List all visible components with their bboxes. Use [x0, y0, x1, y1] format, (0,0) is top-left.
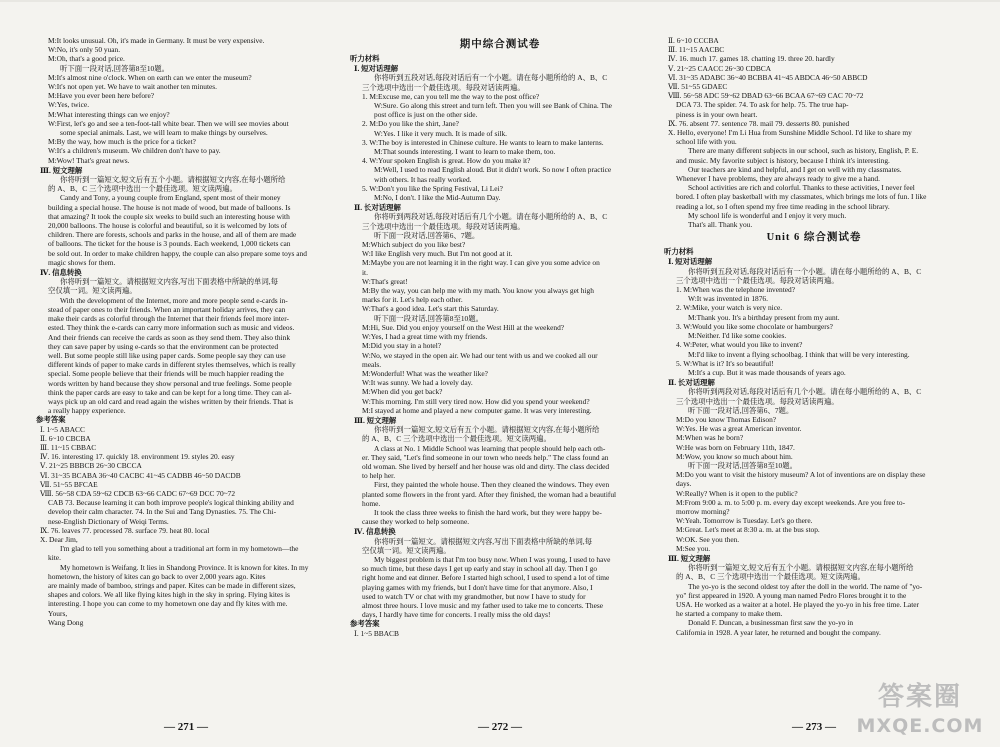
paragraph-line: M:Well, I used to read English aloud. But it didn't work. So now I often practice [374, 165, 612, 175]
paragraph-line: post office is just on the other side. [374, 110, 478, 120]
text-line: 的 A、B、C 三个选项中选出一个最佳选项。短文读两遍。 [676, 572, 865, 582]
text-line: 空仅填一词。短文读两遍。 [362, 545, 451, 555]
answer-line: Ⅱ. 6~10 CBCBA [40, 433, 91, 443]
text-line: planted some flowers in the front yard. After they finished, the woman had a beautiful [362, 489, 617, 499]
paragraph-line: with others. It has really worked. [374, 174, 472, 184]
text-line: they can save paper by using e-cards so that the environment can be protected [48, 341, 279, 351]
top-edge [0, 0, 1000, 2]
answer-line: Ⅶ. 51~55 BFCAE [40, 479, 98, 489]
text-line: Wang Dong [48, 617, 84, 627]
text-line: 4. W:Peter, what would you like to invent? [676, 340, 803, 350]
text-line: M:Which subject do you like best? [362, 240, 466, 250]
text-line: Whenever I have problems, they are always ready to give me a hand. [676, 174, 880, 184]
text-line: shapes and colors. We all like flying kites high in the sky in spring. Flying kites is [48, 590, 290, 600]
text-line: of balloons. The ticket for the house is 3 pounds. Each weekend, 1,000 tickets can [48, 239, 291, 249]
answer-line: Ⅷ. 56~58 CDA 59~62 CDCB 63~66 CADC 67~69 DCC 70~72 [40, 488, 236, 498]
text-line: a really happy experience. [48, 406, 126, 416]
paragraph-line: Donald F. Duncan, a businessman first saw the yo-yo in [688, 618, 854, 628]
answers-heading: 参考答案 [36, 415, 66, 425]
text-line: stead of paper ones to their friends. When an important holiday arrives, they can [48, 304, 286, 314]
text-line: M:Wonderful! What was the weather like? [362, 368, 488, 378]
answer-line: Ⅳ. 16. interesting 17. quickly 18. environment 19. styles 20. easy [40, 452, 235, 462]
section-heading: Ⅳ. 信息转换 [40, 268, 82, 278]
text-line: W:Yes, twice. [48, 100, 90, 110]
section-heading: Ⅳ. 信息转换 [354, 527, 396, 537]
text-line: M:By the way, you can help me with my math. You know you always get high [362, 286, 594, 296]
answer-line: Ⅵ. 31~35 BCABA 36~40 CACBC 41~45 CADBB 46~50 DACDB [40, 470, 241, 480]
text-line: M:See you. [676, 543, 711, 553]
answers-heading: 参考答案 [350, 619, 380, 629]
text-line: interesting. I hope you can come to my hometown one day and fly kites with me. [48, 599, 288, 609]
text-line: M:Maybe you are not learning it in the right way. I can give you some advice on [362, 258, 600, 268]
answer-line: Ⅵ. 31~35 ADABC 36~40 BCBBA 41~45 ABDCA 46~50 ABBCD [668, 72, 868, 82]
text-line: W:Really? When is it open to the public? [676, 488, 798, 498]
paragraph-line: My school life is wonderful and I enjoy it very much. [688, 210, 847, 220]
text-line: that amazing? It took the couple six weeks to build such an interesting house with [48, 211, 290, 221]
paragraph-line: 你将听到五段对话,每段对话后有一个小题。请在每小题所给的 A、B、C [688, 266, 922, 276]
text-line: W:Yeah. Tomorrow is Tuesday. Let's go there. [676, 516, 813, 526]
test-title: Unit 6 综合测试卷 [766, 232, 862, 244]
paragraph-line: W:Yes. I like it very much. It is made of silk. [374, 128, 508, 138]
text-line: school life with you. [676, 137, 737, 147]
text-line: W:He was born on February 11th, 1847. [676, 442, 795, 452]
section-heading: Ⅰ. 短对话理解 [668, 257, 713, 267]
paragraph-line: 听下面一段对话,回答第8至10题。 [688, 460, 798, 470]
text-line: M:By the way, how much is the price for a ticket? [48, 137, 196, 147]
text-line: right home and eat dinner. Before I started high school, I used to spend a lot of time [362, 573, 610, 583]
text-line: building a special house. The house is not made of wood, but made of balloons. Is [48, 202, 291, 212]
answer-line: Ⅶ. 51~55 GDAEC [668, 82, 728, 92]
answer-line: X. Dear Jim, [40, 534, 78, 544]
text-line: W:That's a good idea. Let's start this Saturday. [362, 304, 499, 314]
section-heading: Ⅰ. 短对话理解 [354, 64, 399, 74]
answer-line: Ⅸ. 76. absent 77. sentence 78. mail 79. desserts 80. punished [668, 118, 850, 128]
section-heading: Ⅱ. 长对话理解 [354, 203, 401, 213]
text-line: home. [362, 498, 381, 508]
text-line: words written by hand because they show personal and true feelings. Some people [48, 378, 292, 388]
text-line: piness is in your own heart. [676, 109, 758, 119]
answer-line: Ⅲ. 11~15 CBBAC [40, 442, 97, 452]
text-line: kite. [48, 553, 61, 563]
text-line: hometown, the history of kites can go back to over 2,000 years ago. Kites [48, 571, 266, 581]
text-line: 的 A、B、C 三个选项中选出一个最佳选项。短文读两遍。 [48, 184, 237, 194]
text-line: 4. W:Your spoken English is great. How do you make it? [362, 156, 531, 166]
text-line: 2. M:Do you like the shirt, Jane? [362, 119, 459, 129]
page-number-273: — 273 — [792, 721, 836, 733]
paragraph-line: 你将听到两段对话,每段对话后有几个小题。请在每小题所给的 A、B、C [688, 387, 922, 397]
text-line: days, I hardly have time for concerts. I really miss the old days! [362, 610, 551, 620]
text-line: morrow morning? [676, 506, 730, 516]
text-line: 三个选项中选出一个最佳选项。每段对话读两遍。 [362, 221, 525, 231]
paragraph-line: My hometown is Weifang. It lies in Shandong Province. It is known for kites. In my [60, 562, 309, 572]
paragraph-line: That's all. Thank you. [688, 220, 753, 230]
answer-line: X. Hello, everyone! I'm Li Hua from Sunshine Middle School. I'd like to share my [668, 128, 912, 138]
text-line: er. They said, "Let's find someone in our town who needs help." The class found an [362, 452, 609, 462]
paragraph-line: 听下面一段对话,回答第8至10题。 [60, 63, 170, 73]
text-line: develop their calm character. 74. In the Sui and Tang Dynasties. 75. The Chi- [48, 507, 277, 517]
text-line: ways pick up an old card and read again the wishes written by their friends. That is [48, 396, 294, 406]
text-line: he started a company to make them. [676, 609, 783, 619]
site-watermark [850, 679, 990, 741]
text-line: 1. M:Excuse me, can you tell me the way to the post office? [362, 91, 540, 101]
text-line: and music. My favorite subject is history, because I think it's interesting. [676, 155, 890, 165]
text-line: marks for it. Let's help each other. [362, 295, 463, 305]
paragraph-line: Our teachers are kind and helpful, and I get on well with my classmates. [688, 164, 902, 174]
text-line: Yours, [48, 608, 68, 618]
paragraph-line: There are many different subjects in our school, such as history, English, P. E. [688, 146, 919, 156]
answer-line: Ⅰ. 1~5 ABACC [40, 424, 85, 434]
paragraph-line: M:It's a cup. But it was made thousands of years ago. [688, 367, 846, 377]
text-line: 1. M:When was the telephone invented? [676, 285, 796, 295]
text-line: 20,000 balloons. The house is colorful and beautiful, so it is welcomed by lots of [48, 221, 287, 231]
text-line: old woman. She lived by herself and her house was old and dirty. The class decided [362, 461, 610, 471]
text-line: And their friends can receive the cards as soon as they send them. They also think [48, 332, 291, 342]
text-line: W:It's a children's museum. We children don't have to pay. [48, 146, 221, 156]
paragraph-line: With the development of the Internet, more and more people send e-cards in- [60, 295, 288, 305]
paragraph-line: some special animals. Last, we will learn to make things by ourselves. [60, 128, 268, 138]
text-line: W:Yes, I had a great time with my friends. [362, 332, 488, 342]
answer-line: Ⅰ. 1~5 BBACB [354, 628, 399, 638]
text-line: 3. W:Would you like some chocolate or hamburgers? [676, 321, 833, 331]
answers-heading: 听力材料 [664, 247, 694, 257]
paragraph-line: I'm glad to tell you something about a traditional art form in my hometown—the [60, 544, 299, 554]
text-line: W:No, we stayed in the open air. We had our tent with us and we cooked all our [362, 350, 598, 360]
text-line: playing games with my friends, but I don't have time for that anymore. Also, I [362, 582, 593, 592]
text-line: M:I stayed at home and played a new computer game. It was very interesting. [362, 405, 592, 415]
text-line: well. But some people still like using paper cards. Some people say they can use [48, 350, 286, 360]
test-title: 期中综合测试卷 [459, 39, 541, 50]
text-line: almost three hours. I love music and my father used to take me to concerts. These [362, 600, 604, 610]
paragraph-line: 你将听到一篇短文。请根据短文内容,写出下面表格中所缺的单词,每 [374, 536, 593, 546]
paragraph-line: 听下面一段对话,回答第6、7题。 [374, 230, 480, 240]
watermark-logo: 答案圈 [877, 682, 962, 712]
paragraph-line: 你将听到一篇短文,短文后有五个小题。请根据短文内容,在每小题所给 [374, 425, 600, 435]
section-heading: Ⅲ. 短文理解 [354, 415, 397, 425]
text-line: 三个选项中选出一个最佳选项。每段对话读两遍。 [676, 396, 839, 406]
text-line: M:When did you get back? [362, 387, 443, 397]
text-line: special. Some people believe that their friends will be much happier reading the [48, 369, 284, 379]
text-line: meals. [362, 359, 382, 369]
text-line: W:It was sunny. We had a lovely day. [362, 378, 473, 388]
text-line: be sold out. In order to make children happy, the couple can also prepare some toys and [48, 248, 307, 258]
text-line: W:Yes. He was a great American inventor. [676, 424, 802, 434]
paragraph-line: 你将听到一篇短文,短文后有五个小题。请根据短文内容,在每小题所给 [688, 563, 914, 573]
paragraph-line: M:No, I don't. I like the Mid-Autumn Day. [374, 193, 501, 203]
text-line: M:Do you want to visit the history museum? A lot of inventions are on display these [676, 470, 926, 480]
text-line: W:That's great! [362, 276, 408, 286]
section-heading: Ⅲ. 短文理解 [668, 553, 711, 563]
paragraph-line: W:Sure. Go along this street and turn left. Then you will see Bank of China. The [374, 101, 612, 111]
text-line: 的 A、B、C 三个选项中选出一个最佳选项。短文读两遍。 [362, 434, 551, 444]
text-line: reading a lot, so I often spend my free time reading in the school library. [676, 201, 890, 211]
text-line: think the paper cards are easy to take and can be kept for a long time. They can al- [48, 387, 292, 397]
text-line: W:First, let's go and see a ten-foot-tall white bear. Then we will see movies about [48, 118, 289, 128]
paragraph-line: School activities are rich and colorful. Thanks to these activities, I never feel [688, 183, 915, 193]
paragraph-line: Candy and Tony, a young couple from England, spent most of their money [60, 193, 281, 203]
answer-line: Ⅸ. 76. leaves 77. processed 78. surface 79. heat 80. local [40, 525, 210, 535]
answer-line: Ⅴ. 21~25 BBBCB 26~30 CBCCA [40, 461, 142, 471]
text-line: cause they worked to help someone. [362, 517, 470, 527]
text-line: are mainly made of bamboo, strings and paper. Kites can be made in different sizes, [48, 580, 296, 590]
text-line: 三个选项中选出一个最佳选项。每段对话读两遍。 [676, 275, 839, 285]
paragraph-line: A class at No. 1 Middle School was learning that people should help each oth- [374, 443, 606, 453]
paragraph-line: 你将听到两段对话,每段对话后有几个小题。请在每小题所给的 A、B、C [374, 212, 608, 222]
section-heading: Ⅱ. 长对话理解 [668, 378, 715, 388]
text-line: W:OK. See you then. [676, 534, 740, 544]
paragraph-line: 听下面一段对话,回答第8至10题。 [374, 313, 484, 323]
text-line: magic shows for them. [48, 257, 116, 267]
answers-heading: 听力材料 [350, 54, 380, 63]
text-line: M:Hi, Sue. Did you enjoy yourself on the West Hill at the weekend? [362, 322, 565, 332]
section-heading: Ⅲ. 短文理解 [40, 165, 83, 175]
text-line: M:It's almost nine o'clock. When on earth can we enter the museum? [48, 72, 252, 82]
text-line: M:Did you stay in a hotel? [362, 341, 442, 351]
text-line: to help her. [362, 471, 396, 481]
answer-line: Ⅴ. 21~25 CAACC 26~30 CDBCA [668, 63, 772, 73]
text-line: 5. W:What is it? It's so beautiful! [676, 358, 774, 368]
page-number-271: — 271 — [164, 721, 208, 733]
paragraph-line: It took the class three weeks to finish the hard work, but they were happy be- [374, 507, 602, 517]
text-line: 3. W:The boy is interested in Chinese culture. He wants to learn to make lanterns. [362, 137, 604, 147]
answer-line: Ⅳ. 16. much 17. games 18. chatting 19. three 20. hardly [668, 54, 835, 64]
text-line: 5. W:Don't you like the Spring Festival, Li Lei? [362, 183, 503, 193]
paragraph-line: The yo-yo is the second oldest toy after the doll in the world. The name of "yo- [688, 581, 923, 591]
paragraph-line: M:Thank you. It's a birthday present from my aunt. [688, 312, 840, 322]
paragraph-line: M:Neither. I'd like some cookies. [688, 331, 787, 341]
text-line: M:Great. Let's meet at 8:30 a. m. at the bus stop. [676, 525, 820, 535]
answer-line: Ⅱ. 6~10 CCCBA [668, 36, 719, 45]
text-line: California in 1928. A year later, he returned and bought the company. [676, 627, 881, 637]
page-number-272: — 272 — [478, 721, 522, 733]
text-line: DCA 73. The spider. 74. To ask for help. 75. The true hap- [676, 100, 849, 110]
text-line: so much time, but these days I get up early and stay in school all day. Then I go [362, 564, 598, 574]
text-line: M:Oh, that's a good price. [48, 54, 125, 64]
answer-line: Ⅲ. 11~15 AACBC [668, 45, 725, 55]
paragraph-line: 你将听到五段对话,每段对话后有一个小题。请在每小题所给的 A、B、C [374, 73, 608, 83]
text-line: used to watch TV or chat with my grandmother, but now I have to study for [362, 591, 586, 601]
text-line: bored. I often play basketball with my classmates, which brings me lots of fun. I like [676, 192, 927, 202]
paragraph-line: 你将听到一篇短文,短文后有五个小题。请根据短文内容,在每小题所给 [60, 175, 286, 185]
column-right-page-273 [664, 36, 964, 707]
text-line: different kinds of paper to make cards in different styles themselves, which is really [48, 360, 296, 370]
text-line: M:Do you know Thomas Edison? [676, 414, 777, 424]
text-line: W:I like English very much. But I'm not good at it. [362, 249, 513, 259]
paragraph-line: 你将听到一篇短文。请根据短文内容,写出下面表格中所缺的单词,每 [60, 277, 279, 287]
text-line: ested. They think the e-cards can carry more information such as music and videos. [48, 323, 295, 333]
text-line: nese-English Dictionary of Weiqi Terms. [48, 516, 169, 526]
paragraph-line: M:That sounds interesting. I want to learn to make them, too. [374, 147, 556, 157]
text-line: M:Have you ever been here before? [48, 91, 155, 101]
text-line: M:It looks unusual. Oh, it's made in Germany. It must be very expensive. [48, 36, 265, 45]
text-line: it. [362, 267, 368, 277]
paragraph-line: First, they painted the whole house. Then they cleaned the windows. They even [374, 480, 610, 490]
text-line: 空仅填一词。短文读两遍。 [48, 286, 137, 296]
column-left-page-271 [36, 36, 336, 707]
text-line: M:What interesting things can we enjoy? [48, 109, 170, 119]
text-line: days. [676, 479, 692, 489]
text-line: make their cards as colorful through the Internet that their friends feel more inter- [48, 314, 289, 324]
answer-line: Ⅷ. 56~58 ADC 59~62 DBAD 63~66 BCAA 67~69 CAC 70~72 [668, 91, 864, 101]
paragraph-line: M:I'd like to invent a flying schoolbag. I think that will be very interesting. [688, 349, 910, 359]
text-line: M:From 9:00 a. m. to 5:00 p. m. every day except weekends. Are you free to- [676, 497, 906, 507]
text-line: W:It's not open yet. We have to wait another ten minutes. [48, 82, 218, 92]
text-line: M:When was he born? [676, 433, 744, 443]
paragraph-line: W:It was invented in 1876. [688, 294, 768, 304]
text-line: M:Wow, you know so much about him. [676, 451, 793, 461]
text-line: USA. He worked as a waiter at a hotel. He played the yo-yo in his free time. Later [676, 599, 919, 609]
text-line: yo" first appeared in 1920. A young man named Pedro Flores brought it to the [676, 590, 907, 600]
text-line: W:This morning. I'm still very tired now. How did you spend your weekend? [362, 396, 590, 406]
column-middle-page-272 [350, 36, 650, 707]
text-line: W:No, it's only 50 yuan. [48, 45, 121, 55]
text-line: children. There are forests, schools and parks in the house, and all of them are made [48, 230, 297, 240]
text-line: CAB 73. Because learning it can both improve people's logical thinking ability and [48, 498, 294, 508]
paragraph-line: My biggest problem is that I'm too busy now. When I was young, I used to have [374, 554, 611, 564]
paragraph-line: 听下面一段对话,回答第6、7题。 [688, 405, 794, 415]
text-line: M:Wow! That's great news. [48, 155, 130, 165]
watermark-url: MXQE.COM [856, 715, 984, 737]
text-line: 三个选项中选出一个最佳选项。每段对话读两遍。 [362, 82, 525, 92]
text-line: 2. W:Mike, your watch is very nice. [676, 303, 783, 313]
